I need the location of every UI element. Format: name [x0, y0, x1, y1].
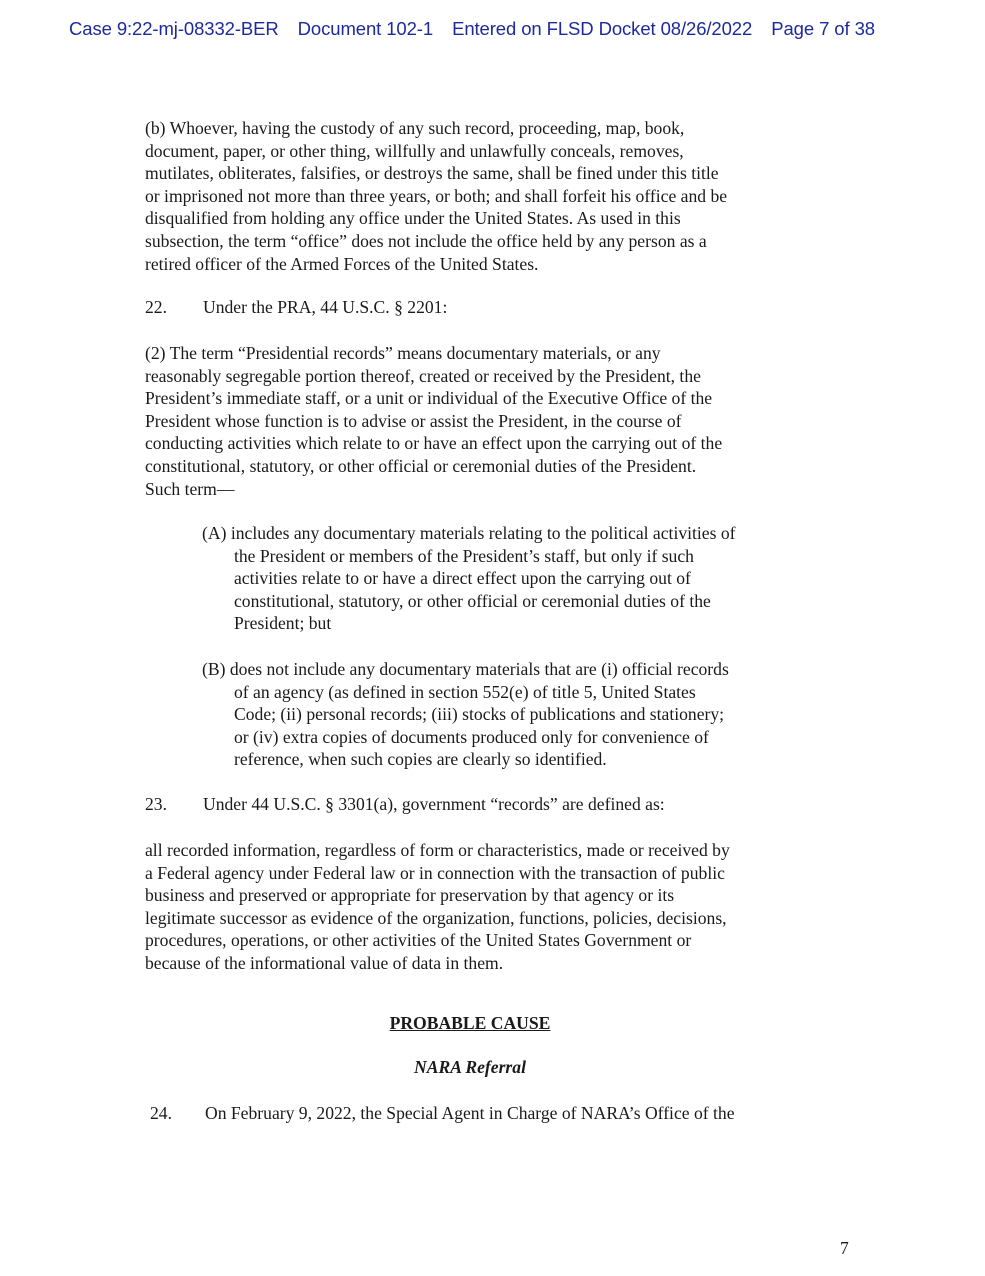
- text-line: (A) includes any documentary materials relating to the political activities of: [202, 523, 736, 543]
- text-line: a Federal agency under Federal law or in connection with the transaction of public: [145, 862, 725, 883]
- sub-item-a: [202, 522, 802, 635]
- text-line: (2) The term “Presidential records” means documentary materials, or any: [145, 343, 661, 363]
- subsection-heading: [145, 1057, 795, 1078]
- text-line: retired officer of the Armed Forces of the United States.: [145, 253, 539, 274]
- page-number: 7: [840, 1238, 849, 1258]
- text-line: or imprisoned not more than three years, or both; and shall forfeit his office and be: [145, 185, 728, 206]
- text-line: constitutional, statutory, or other official or ceremonial duties of the: [234, 590, 711, 611]
- text-line: all recorded information, regardless of form or characteristics, made or received by: [145, 840, 730, 860]
- text-line: document, paper, or other thing, willfully and unlawfully conceals, removes,: [145, 140, 684, 161]
- text-line: legitimate successor as evidence of the organization, functions, policies, decisions,: [145, 907, 727, 928]
- quote-subsection-b: [145, 117, 805, 275]
- text-line: reference, when such copies are clearly so identified.: [234, 749, 607, 770]
- paragraph-23-lead: Under 44 U.S.C. § 3301(a), government “records” are defined as:: [203, 794, 665, 814]
- docket-header: [69, 18, 929, 44]
- text-line: because of the informational value of data in them.: [145, 952, 504, 973]
- text-line: constitutional, statutory, or other official or ceremonial duties of the President.: [145, 455, 697, 476]
- entered-date: Entered on FLSD Docket 08/26/2022: [452, 18, 753, 39]
- text-line: disqualified from holding any office under the United States. As used in this: [145, 208, 681, 229]
- text-line: (B) does not include any documentary materials that are (i) official records: [202, 659, 729, 679]
- paragraph-number-24: 24.: [150, 1103, 172, 1123]
- text-line: activities relate to or have a direct effect upon the carrying out of: [234, 568, 691, 589]
- text-line: subsection, the term “office” does not include the office held by any person as a: [145, 230, 707, 251]
- text-line: the President or members of the President’s staff, but only if such: [234, 545, 694, 566]
- text-line: Code; (ii) personal records; (iii) stocks of publications and stationery;: [234, 704, 725, 725]
- text-line: business and preserved or appropriate for preservation by that agency or its: [145, 885, 675, 906]
- page-indicator: Page 7 of 38: [771, 18, 875, 39]
- text-line: President’s immediate staff, or a unit or individual of the Executive Office of the: [145, 388, 713, 409]
- paragraph-22-lead: Under the PRA, 44 U.S.C. § 2201:: [203, 297, 448, 317]
- paragraph-number-22: 22.: [145, 297, 167, 317]
- text-line: Such term—: [145, 478, 235, 499]
- paragraph-24-lead: On February 9, 2022, the Special Agent in Charge of NARA’s Office of the: [205, 1103, 735, 1123]
- text-line: of an agency (as defined in section 552(e) of title 5, United States: [234, 681, 696, 702]
- section-heading: [145, 1013, 795, 1034]
- subsection-heading-text: NARA Referral: [414, 1057, 526, 1077]
- text-line: mutilates, obliterates, falsifies, or destroys the same, shall be fined under this title: [145, 163, 719, 184]
- text-line: (b) Whoever, having the custody of any such record, proceeding, map, book,: [145, 118, 685, 138]
- case-number: Case 9:22-mj-08332-BER: [69, 18, 279, 39]
- paragraph-number-23: 23.: [145, 794, 167, 814]
- document-number: Document 102-1: [297, 18, 434, 39]
- text-line: or (iv) extra copies of documents produced only for convenience of: [234, 726, 709, 747]
- text-line: procedures, operations, or other activities of the United States Government or: [145, 930, 692, 951]
- sub-item-b: [202, 658, 802, 771]
- text-line: President whose function is to advise or assist the President, in the course of: [145, 410, 682, 431]
- text-line: conducting activities which relate to or have an effect upon the carrying out of the: [145, 433, 723, 454]
- text-line: reasonably segregable portion thereof, created or received by the President, the: [145, 365, 701, 386]
- text-line: President; but: [234, 613, 332, 634]
- section-heading-text: PROBABLE CAUSE: [389, 1013, 551, 1033]
- quote-presidential-records: [145, 342, 805, 500]
- quote-records-definition: [145, 839, 805, 975]
